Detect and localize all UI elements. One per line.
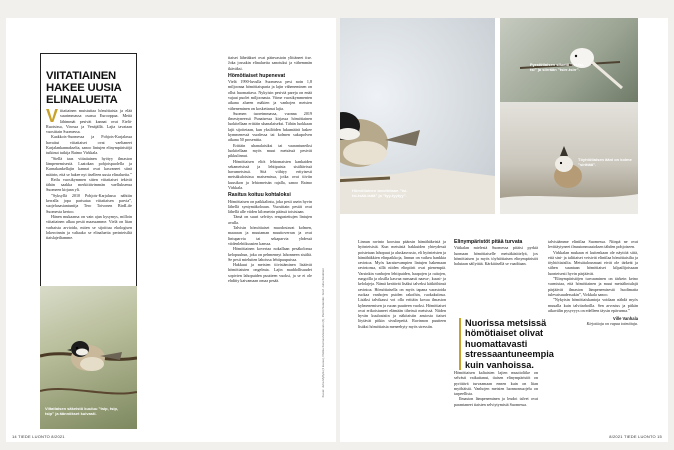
body-paragraph: Ilmaston lämpeneminen ja leudot talvet ovat parantaneet tiaisten selviytymistä Suomessa. xyxy=(454,396,538,407)
drop-cap: V xyxy=(46,106,59,126)
right-column-3 xyxy=(548,239,638,327)
photo-caption-marsh-tit: Hömötiainen tavoitetaan ”tsi-tsi-tsää-tsää” ja ”tyy-tyytyy”. xyxy=(352,188,408,198)
subheading-hupenevat: Hömötiaiset hupenevat xyxy=(228,72,286,79)
photo-credit-strip: Kuvat: Juha Myllylä (4 kuvaa), Pekka Kunnas/Vastavalo (6), Pentti Sulander. Graf. Juha Keskinen xyxy=(321,268,325,398)
body-paragraph: ”Elinympäristöjen turvaaminen on tärkein keino varmistaa, että hömötiainen ja muut metsälintulajit pärjäävät ilmaston lämpenemisestä huolimatta tulevaisuudessakin”, Virkkala sanoo. xyxy=(548,276,638,297)
body-paragraph: Virkkalan mukaan ei kuitenkaan ole näyttöä siitä, että sini- ja talitiaiset veisivät elintilaa hömötiaisilta ja töyhtötiaisilta. Metsätalousmaat eivät ole tärkeät ja siihen suuntaan hömötiaiset kilpailijoissaan luonteisesti hyvin pärjäävät. xyxy=(548,249,638,276)
right-column-2 xyxy=(454,239,538,266)
left-column-2 xyxy=(228,55,312,283)
body-paragraph: Hakkuut ja metsien tiivistäminen lisäävät hömötiaisten ongelmia. Lajin maddollisuudet sopivien lahopuiden puutteen vuoksi, ja se ei ole ehditty kaivamaan omaa pesää. xyxy=(228,262,312,283)
column-lead: tiaiset lähetäkset ovat päinvastoin ylittäneet itse. Joka jossakin elinalueita sanotuksi ja vähemmän ikäväksi. xyxy=(228,55,312,71)
subheading-kohtaloksi: Rasitus koituu kohtaloksi xyxy=(228,192,291,199)
snowy-bird-illustration-icon xyxy=(340,18,495,214)
body-paragraph: Vielä 1990-luvulla Suomessa pesi noin 1,8 miljoonaa hömötiaisparia ja lajin väheneminen on ollut huomattava. Nykyisin pesiviä pareja on enää vajaat puolet miljoonasta. Viime vuosikymmenten aikana alueen mäkien ja vanhojen metsien väheneminen on koskettanut lajia. xyxy=(228,79,312,111)
left-page xyxy=(6,18,336,442)
body-paragraph: Talvisin hömötiaiset muodostavat kolmen, maaraan ja muutaman muuttoverran ja ovat lintuparvia tai sekaparvia yhdessä viidenlehtikuusien kanssa. xyxy=(228,225,312,246)
body-paragraph: Linnun ravinto koostuu pääosin hämähäkeistä ja hyönteisistä. Kun metsästä hakkuiden yhteydessä poistetaan lahopuut ja aluskasvusto, eli hyönteisten ja hämähäkkien elinpaikkoja, linnun on vaikea hankkia ravintoa. Myös karaisevampien lintujen hakemaan ravintonsa, sillä niiden elinpiirit ovat pienempiä. Varsinkin vanhojen lehtipuiden, haapojen ja raitojen, rungoilla ja oksilla kasvaa runsaasti naava-, kuusi- ja kelolajeja. Nämä keräävät lisäksi talveksi kätköihinsä ravintoa. Hömötiaisella on myös tapana varastoida ruokaa vanhojen puiden rakoihin, ruokaksiinsa. Lisäksi talvikausi voi olla erittäin kovaa ilmaston kylmenemisen ja ruoan puutteen vuoksi. Hömötiaiset ovat erikoistuneet elämään tiheissä metsissä. Niiden hyvän kuuloaistin ja näköaistin ansiosta tiaiset löytävät pitkin sivuliepeitä. Ravinnon puutteen lisäksi hömötiaisia meneehyty myös stressiin. xyxy=(358,239,446,329)
photo-caption-crested-tit: Töyhtötiaisen ääni on kolme ”sirittää”. xyxy=(578,157,632,167)
body-paragraph: Tämä on suuri selvitys rengastettujen lintujen avulla. xyxy=(228,214,312,225)
long-tailed-tit-photo xyxy=(500,18,638,102)
crested-tit-photo xyxy=(500,102,638,214)
willow-tit-photo xyxy=(40,286,137,429)
right-page xyxy=(340,18,668,442)
photo-caption-long-tailed-tit: Pyrstötiaisen siluetti ”tsi-tsi-tsi” ja siirrään ”tsirr-tsirr”. xyxy=(530,62,585,72)
body-paragraph: Reilu vuosikymmen sitten viitatiaiset tekivät tähän saakka merkittävimmän vaelluksensa Suomeen kirjaan yli. xyxy=(46,176,132,193)
body-paragraph: ”Siellä taas viitatiainen hyötyy ilmaston lämpenemisestä. Laatokan pohjoispuolella ja Karnakankellajin kannat ovat kasvaneet siinä määrin, että se hakee nyt itselleen uusia elinalueita.” xyxy=(46,155,132,177)
body-paragraph: Hömötiainen kovertaa nokallaan pesäkolonsa kelopuuhun, joka on pehmennyt lahonneen sisältä. Se pesii mieluiten lahoissa lehtipuupuissa. xyxy=(228,246,312,262)
long-tailed-tit-icon xyxy=(500,18,638,102)
author-role: Kirjoittaja on vapaa toimittaja. xyxy=(586,321,638,327)
pull-quote: Nuorissa metsissä hömötiaiset olivat huomattavasti stressaantuneempia kuin vanhoissa. xyxy=(459,318,547,370)
body-paragraph: Hömötiaisen on paikkalintu, joka pesii usein hyvin lähellä syntymäkoloaan. Vuosittain pesiät ovat lähellä alle viiden kilometrin päässä toisistaan. xyxy=(228,198,312,215)
photo-caption-willow-tit: Viitatiaisen säkeistö kuuluu ”tsip, tsip, tsip” ja äännökset kuivasti. xyxy=(45,406,119,416)
body-paragraph: ”Syksyllä 2010 Pohjois-Karjalassa nähtiin kerralla jopa parisataa viitatiaisen parvia”, suojelusasiantuntija Tero Toivonen BirdLife Suomesta kertoo. xyxy=(46,192,132,214)
marsh-tit-photo xyxy=(340,18,495,214)
body-paragraph: ”Nykyisin hömötiaiskantoja voidaan nähdä myös muualla kuin talvitarhoilla. Sen arvostus ja pitkän aikavälin pysyvyys on edelleen täysin epävarma.” xyxy=(548,297,638,313)
page-footer-right: 8/2021 TIEDE LUONTO 15 xyxy=(609,434,662,439)
article-headline: VIITATIAINEN HAKEE UUSIA ELINALUEITA xyxy=(46,70,122,106)
body-paragraph: Viitkalan mielestä Suomessa pitäisi pyrkiä luomaan hömötiaiselle metsäkäsittelyä, jos hömötiaisen ja myös töyhtötiaisen elinympäristöt halutaan säilyttää. Kärkiäisellä se vaaditaan. xyxy=(454,245,538,267)
author-name: Ville Vanhala xyxy=(613,316,638,322)
right-column-1 xyxy=(358,239,446,329)
body-paragraph: Hömötiaisen kaltaisten lajien muuttoliike on selvästi vaikuttanut, tiaisen elinympäristöt on pyrittävä turvaamaan ennen kuin on liian myöhäistä. Vanhojen metsien luonnonsuojelu on tarpeellista. xyxy=(454,370,538,397)
body-paragraph: Erittäin uhanalaisiksi tai vaarantuneiksi luokitellaan myös muut metsässä pesivät pikkulinnut. xyxy=(228,142,312,159)
body-paragraph: Hänen mukaansa on vain ajan kysymys, milloin viitatiainen alkaa pesiä maassamme. Vielä on liian varhaista arvioida, miten se sijoittuu ekologisen lokeroinnin ja valtaako se elinalueita perinteisiltä tiaislajeiltamme. xyxy=(46,213,132,241)
body-paragraph: talvisäämme elintilaa Suomessa. Niinpä ne ovat levittäytyneet ilmastonmuutoksen tähden pohjoiseen. xyxy=(548,239,638,250)
page-footer-left: 14 TIEDE LUONTO 8/2021 xyxy=(12,434,65,439)
body-paragraph: Suomen tuoreimmassa, vuonna 2019 ilmestyneessä Punaisessa kirjassa hömötiainen luokitellaan erittäin uhanalaiseksi. Tähän luokkaan lajit sijoitetaan, kun yksilöiden lukumäärä laskee kymmenessä vuodessa tai kolmen sukupolven aikana 50 prosenttia. xyxy=(228,110,312,143)
body-paragraph: Hömötiaisen eliöt lehtomaisten kankaiden sekametsissä ja lehtipuista sisältävissä havumetsissä. Sitä viihtyy erityisesti metsäkuloisissa maisemissa, jotka ovat tiiviin kuusikon ja lehtometsän rajalla, sanoo Raimo Virkkala. xyxy=(228,158,312,191)
right-column-2-lower xyxy=(454,370,538,407)
body-paragraph: Kaakkois-Suomessa ja Pohjois-Karjalassa havaitut viitatiaiset ovat vaeltaneet Karjalankannakselta, sanoo lintujen elinympäristöjä tutkinut tutkija Raimo Virkkala. xyxy=(46,134,132,156)
intro-text: iitatiainen muistuttaa hömötiaista ja elää suurimmassa osassa Eurooppaa. Meitä lähimmät pesivät kannat ovat Etelä-Ruotsissa, Virossa ja Venäjällä. Lajia tavataan vuosittain Suomessa. xyxy=(46,108,132,135)
subheading-turvata: Elinympäristöt pitää turvata xyxy=(454,239,523,245)
intro-column xyxy=(46,108,132,240)
